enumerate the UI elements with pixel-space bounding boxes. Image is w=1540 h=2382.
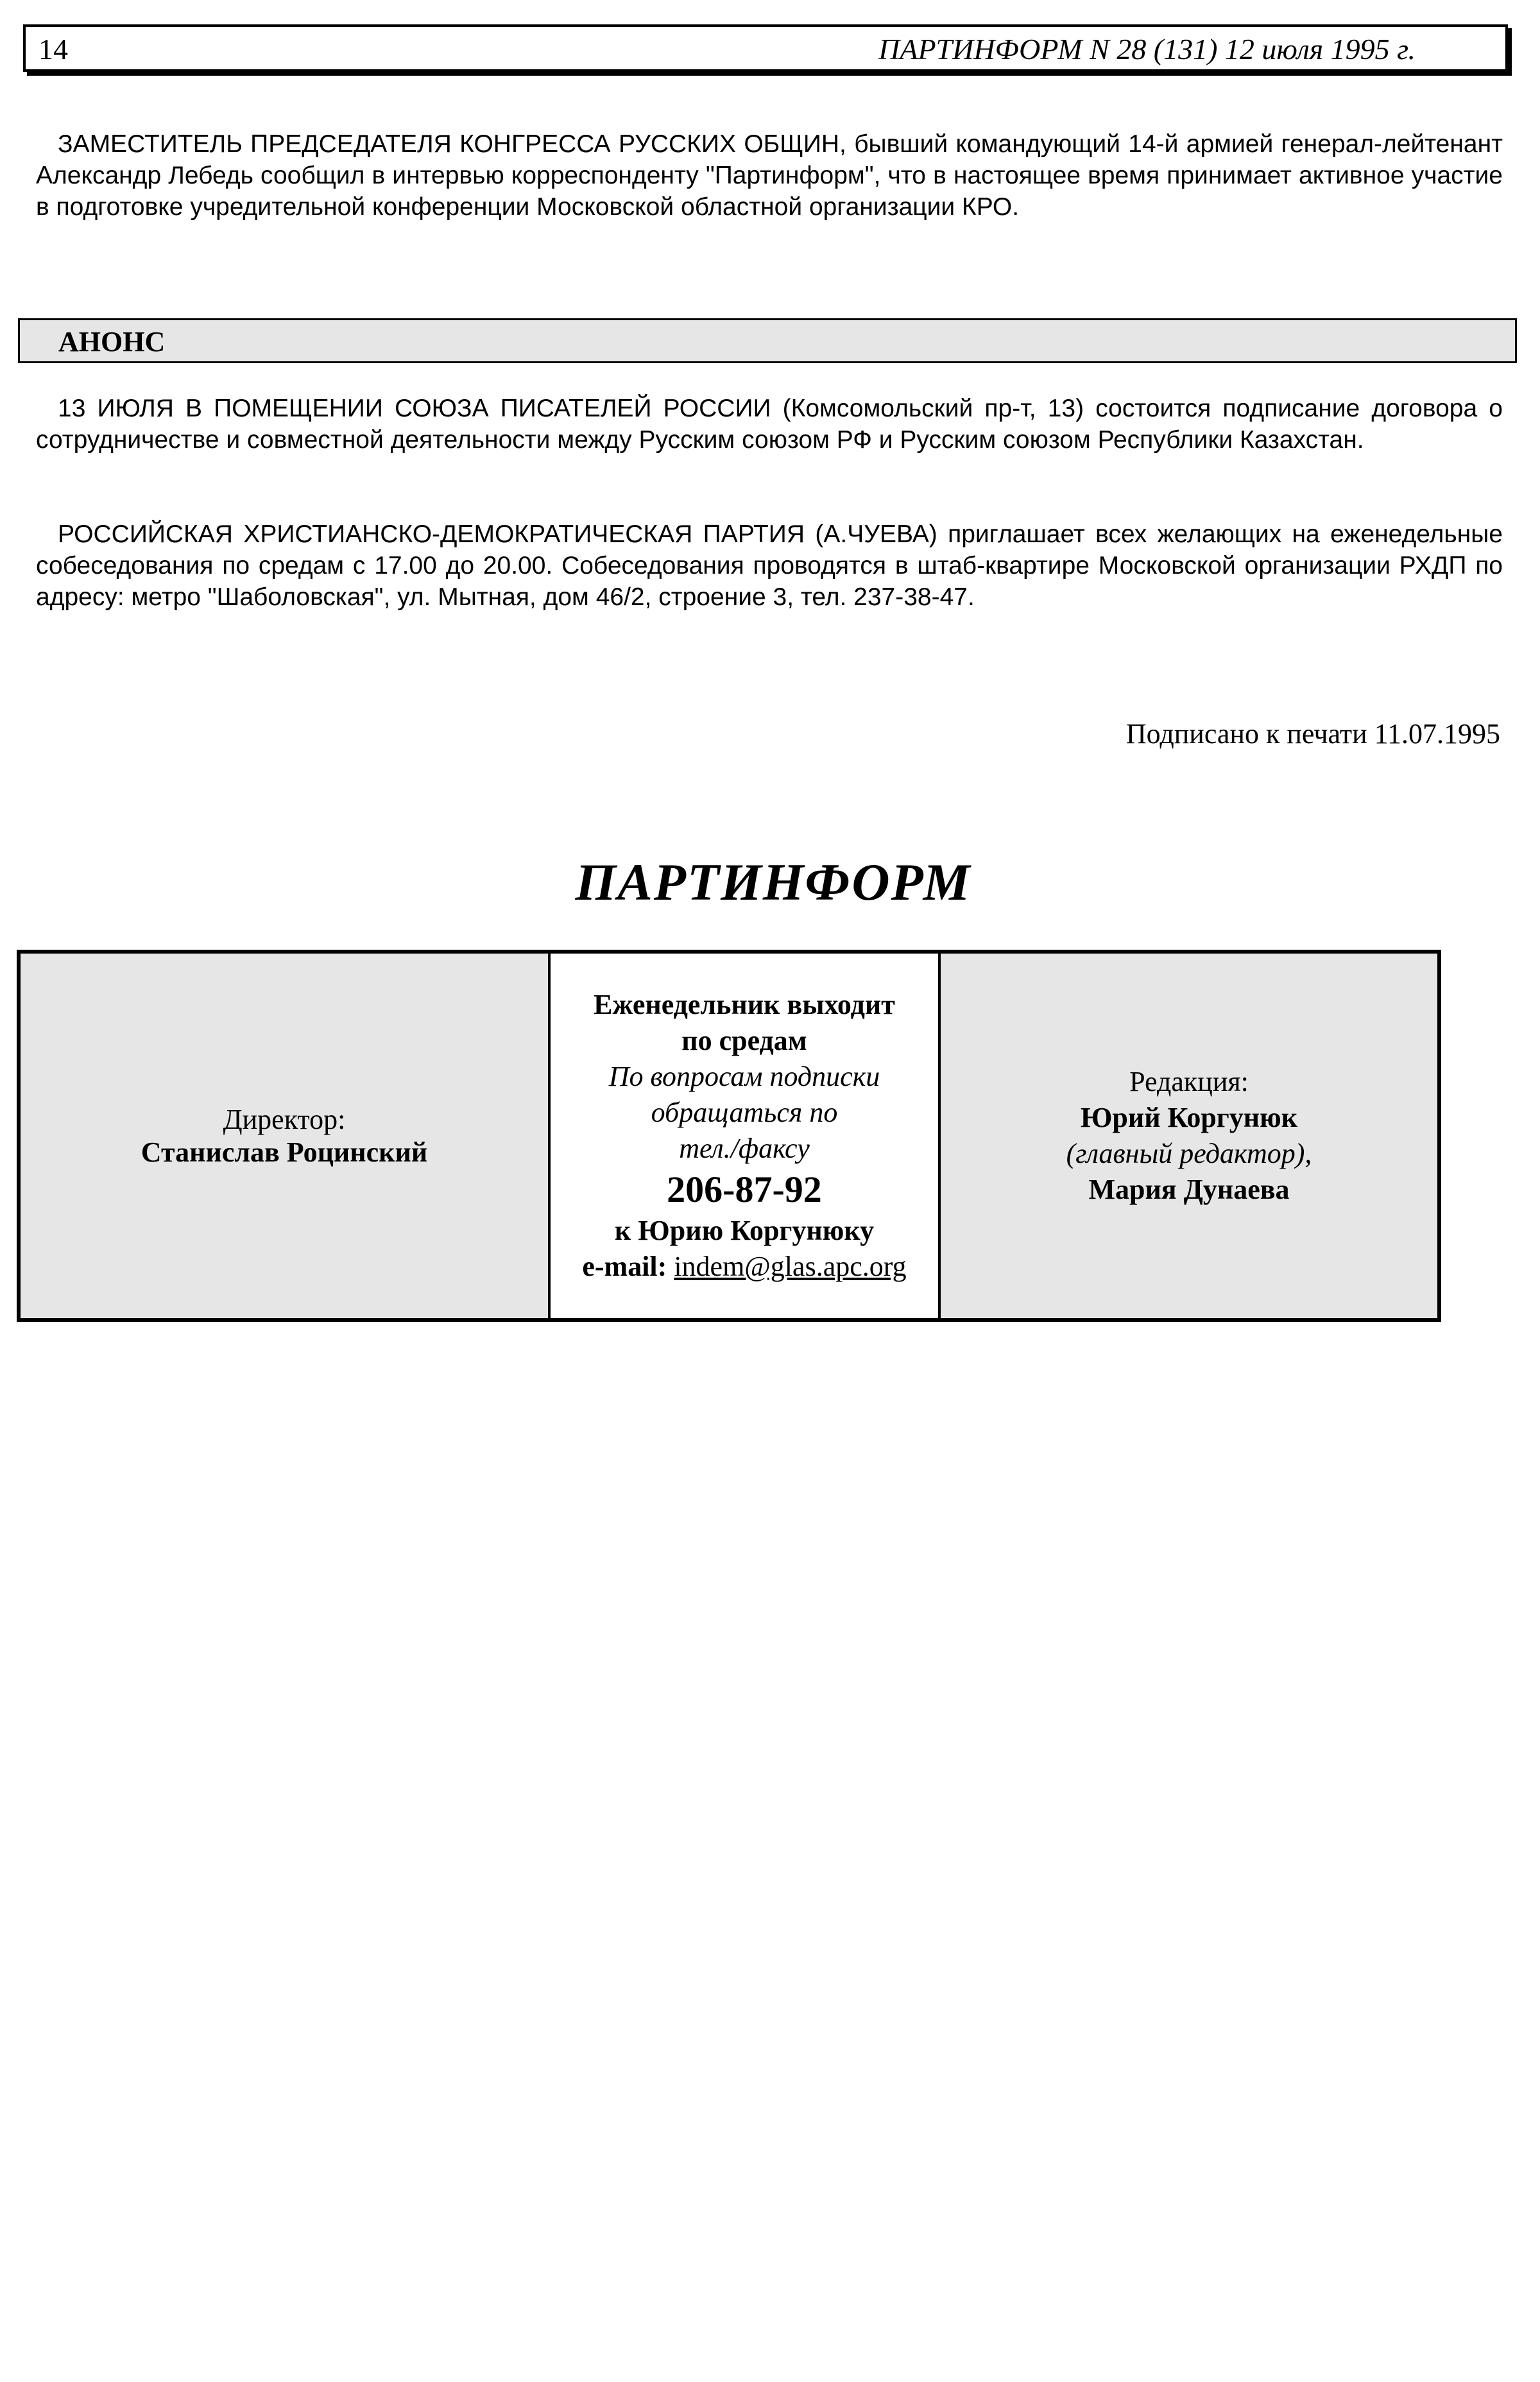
imprint-box bbox=[17, 950, 1441, 1322]
editorial-label: Редакция: bbox=[1129, 1066, 1249, 1097]
editor-role: (главный редактор), bbox=[1066, 1138, 1312, 1169]
announcement-writers-union: 13 ИЮЛЯ В ПОМЕЩЕНИИ СОЮЗА ПИСАТЕЛЕЙ РОССИИ (Комсомольский пр-т, 13) состоится подписание договора о сотрудничестве и совместной деятельности между Русским союзом РФ и Русским союзом Республики Казахстан. bbox=[36, 395, 1503, 454]
signed-to-print: Подписано к печати 11.07.1995 bbox=[1125, 718, 1500, 750]
issue-line: ПАРТИНФОРМ N 28 (131) 12 июля 1995 г. bbox=[878, 33, 1416, 65]
announcement-rhdp: РОССИЙСКАЯ ХРИСТИАНСКО-ДЕМОКРАТИЧЕСКАЯ ПАРТИЯ (А.ЧУЕВА) приглашает всех желающих на еженедельные собеседования по средам с 17.00 до 20.00. Собеседования проводятся в штаб-квартире Московской организации РХДП по адресу: метро "Шаболовская", ул. Мытная, дом 46/2, строение 3, тел. 237-38-47. bbox=[36, 520, 1503, 611]
editor-name: Юрий Коргунюк bbox=[1080, 1102, 1298, 1133]
subscribe-line-2: обращаться по bbox=[651, 1097, 838, 1128]
director-name: Станислав Роцинский bbox=[141, 1136, 428, 1168]
subscribe-line-3: тел./факсу bbox=[679, 1133, 810, 1164]
email-link[interactable]: indem@glas.apc.org bbox=[674, 1251, 907, 1282]
contact-person: к Юрию Коргунюку bbox=[614, 1215, 875, 1246]
imprint-director bbox=[21, 954, 551, 1318]
director-label: Директор: bbox=[223, 1104, 346, 1135]
phone-number: 206-87-92 bbox=[667, 1169, 822, 1210]
subscribe-line-1: По вопросам подписки bbox=[608, 1061, 880, 1092]
masthead-title: ПАРТИНФОРМ bbox=[575, 853, 971, 911]
weekly-line-2: по средам bbox=[681, 1025, 807, 1056]
section-announce-bar bbox=[18, 318, 1517, 363]
imprint-info bbox=[551, 954, 941, 1318]
section-title: АНОНС bbox=[58, 326, 166, 357]
article-lebed: ЗАМЕСТИТЕЛЬ ПРЕДСЕДАТЕЛЯ КОНГРЕССА РУССКИХ ОБЩИН, бывший командующий 14-й армией генерал-лейтенант Александр Лебедь сообщил в интервью корреспонденту "Партинформ", что в настоящее время принимает активное участие в подготовке учредительной конференции Московской областной организации КРО. bbox=[36, 130, 1503, 221]
email-label: e-mail: bbox=[582, 1251, 667, 1282]
imprint-editorial bbox=[941, 954, 1437, 1318]
email-line bbox=[582, 1249, 906, 1285]
page-number: 14 bbox=[38, 33, 68, 65]
weekly-line-1: Еженедельник выходит bbox=[594, 989, 895, 1020]
page-header bbox=[23, 24, 1508, 72]
editor-2-name: Мария Дунаева bbox=[1088, 1174, 1290, 1205]
